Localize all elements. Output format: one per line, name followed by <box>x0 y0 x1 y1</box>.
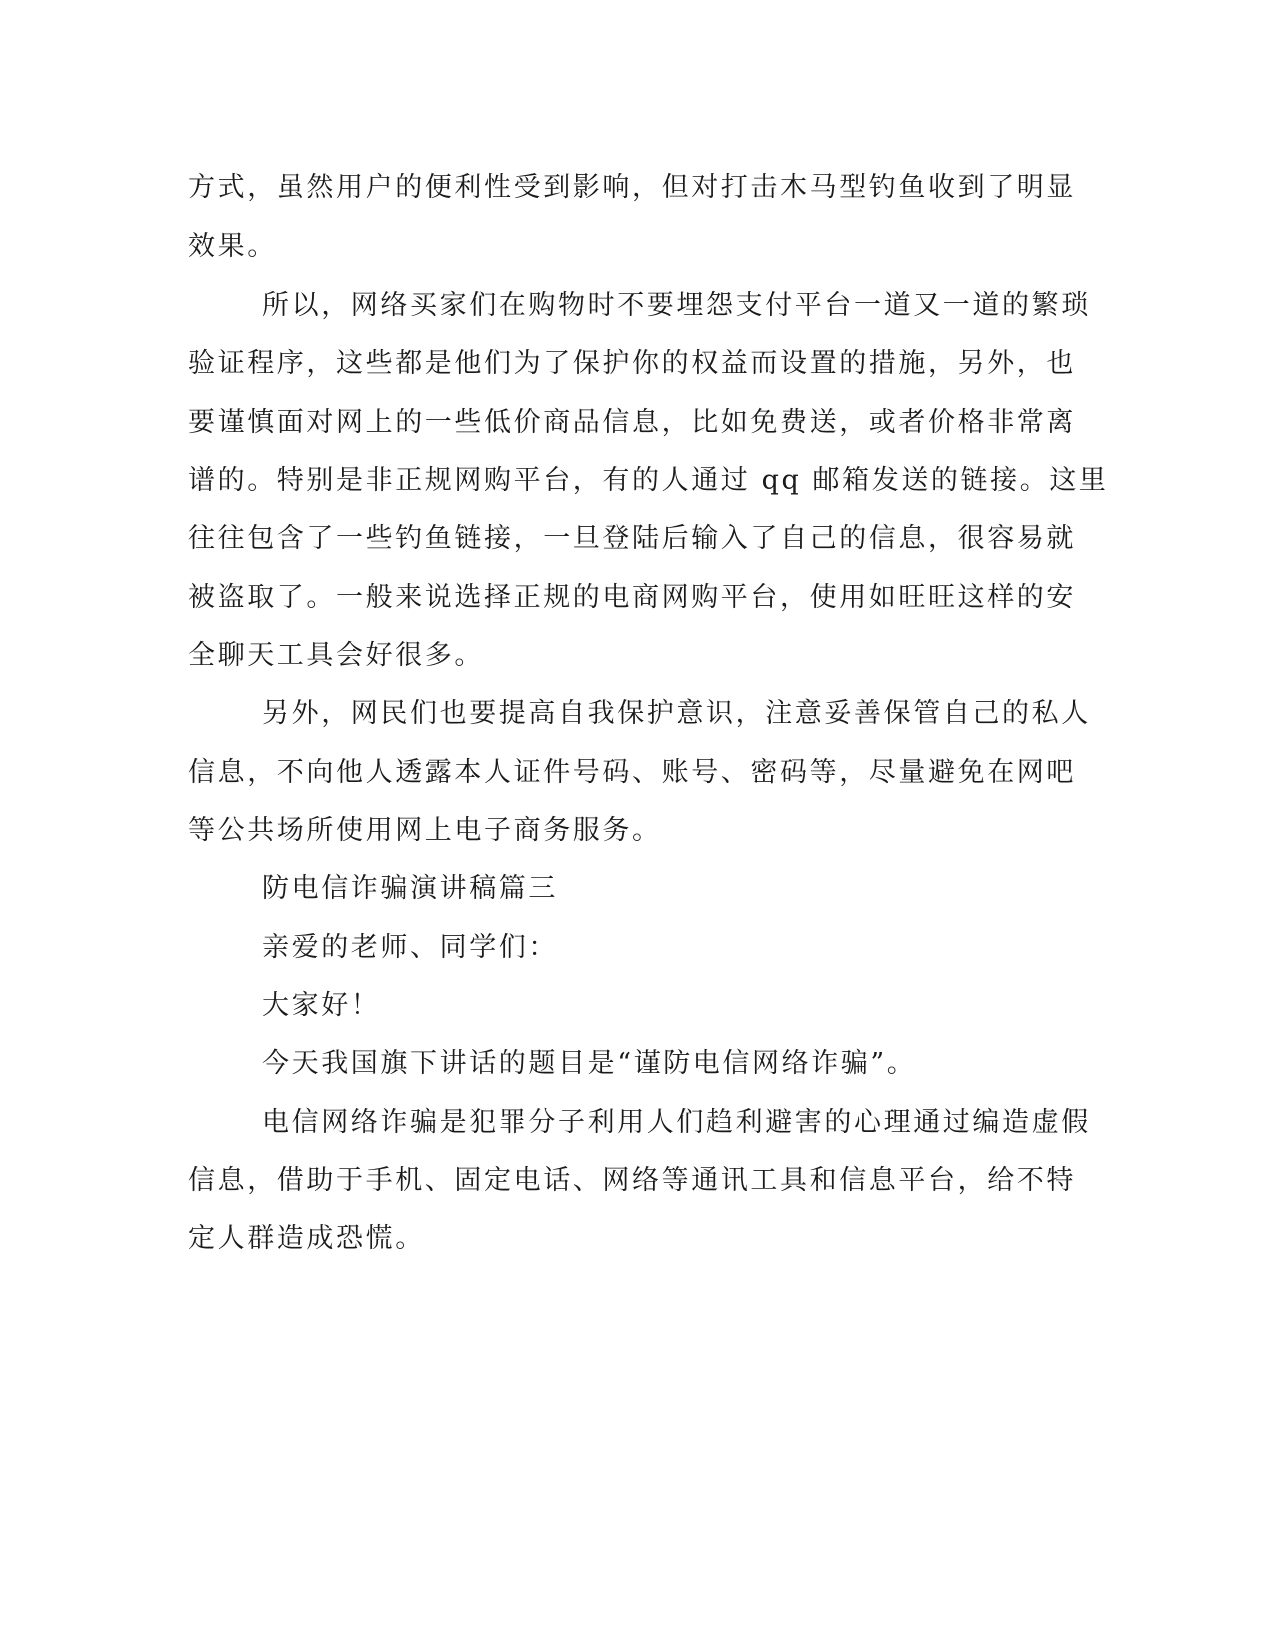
text-line: 全聊天工具会好很多。 <box>188 640 484 671</box>
speech-topic: 今天我国旗下讲话的题目是“谨防电信网络诈骗”。 <box>262 1048 917 1079</box>
text-line: 信息，不向他人透露本人证件号码、账号、密码等，尽量避免在网吧 <box>188 757 1076 788</box>
text-line: 验证程序，这些都是他们为了保护你的权益而设置的措施，另外，也 <box>188 348 1076 379</box>
text-line: 被盗取了。一般来说选择正规的电商网购平台，使用如旺旺这样的安 <box>188 582 1076 613</box>
paragraph-first-line: 所以，网络买家们在购物时不要埋怨支付平台一道又一道的繁琐 <box>262 290 1091 321</box>
text-line: 谱的。特别是非正规网购平台，有的人通过 qq 邮箱发送的链接。这里 <box>188 465 1109 496</box>
greeting: 大家好！ <box>262 990 381 1021</box>
text-line: 往往包含了一些钓鱼链接，一旦登陆后输入了自己的信息，很容易就 <box>188 523 1076 554</box>
text-line: 效果。 <box>188 231 277 262</box>
section-heading: 防电信诈骗演讲稿篇三 <box>262 873 558 904</box>
text-line: 方式，虽然用户的便利性受到影响，但对打击木马型钓鱼收到了明显 <box>188 172 1076 203</box>
paragraph-first-line: 另外，网民们也要提高自我保护意识，注意妥善保管自己的私人 <box>262 698 1091 729</box>
text-line: 等公共场所使用网上电子商务服务。 <box>188 815 662 846</box>
text-line: 要谨慎面对网上的一些低价商品信息，比如免费送，或者价格非常离 <box>188 407 1076 438</box>
text-line: 定人群造成恐慌。 <box>188 1223 425 1254</box>
paragraph-first-line: 电信网络诈骗是犯罪分子利用人们趋利避害的心理通过编造虚假 <box>262 1107 1091 1138</box>
salutation: 亲爱的老师、同学们： <box>262 932 558 963</box>
text-line: 信息，借助于手机、固定电话、网络等通讯工具和信息平台，给不特 <box>188 1165 1076 1196</box>
